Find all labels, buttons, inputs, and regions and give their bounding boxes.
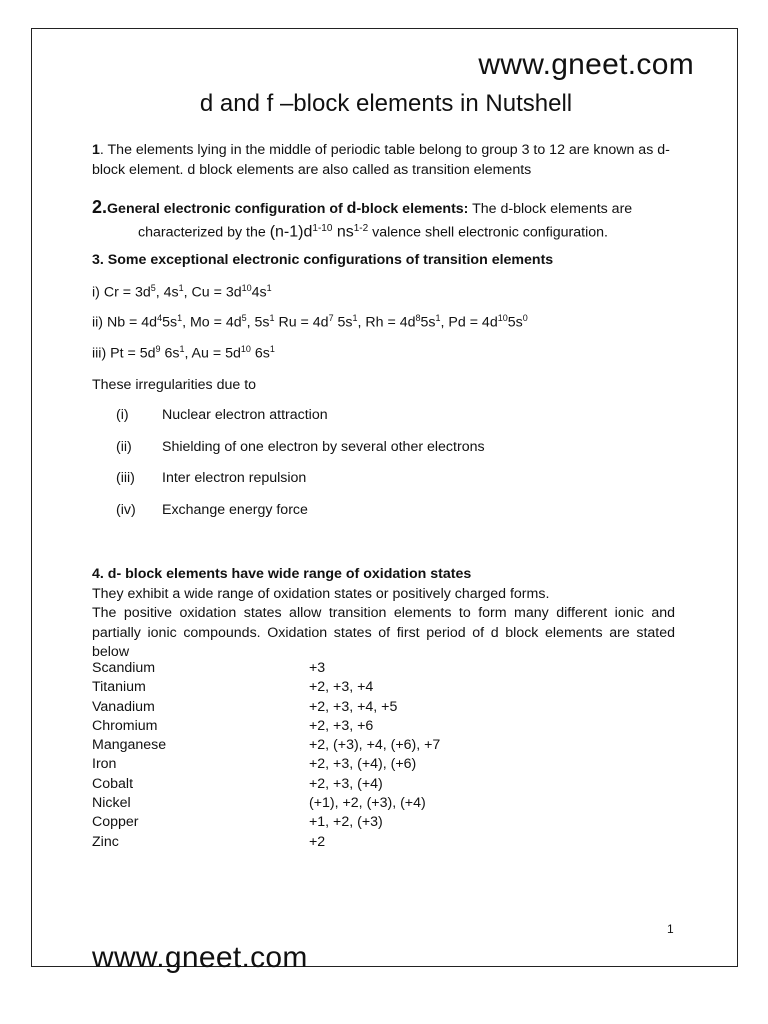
table-row <box>92 834 532 853</box>
point-2-text-a: The d-block elements are <box>468 201 633 217</box>
site-url-header[interactable]: www.gneet.com <box>478 48 694 81</box>
section-4 <box>92 565 675 663</box>
cfg-sup: 1 <box>269 313 275 323</box>
point-2-heading-d: d <box>346 200 357 217</box>
table-row <box>92 756 532 775</box>
list-item-text: Exchange energy force <box>162 502 308 518</box>
point-2-heading-b: -block elements: <box>356 201 469 217</box>
cfg-text: , Rh = 4d <box>357 314 416 331</box>
cfg-text: , Pd = 4d <box>440 314 498 331</box>
element-name: Nickel <box>92 795 131 812</box>
cfg-text: 6s <box>160 345 180 362</box>
config-line-3 <box>92 344 275 362</box>
point-2-line-2 <box>92 219 677 243</box>
point-2-text-c: valence shell electronic configuration. <box>368 224 608 241</box>
cfg-sup: 1 <box>435 313 441 323</box>
cfg-text: 5s <box>507 314 523 331</box>
list-item-number: (i) <box>116 407 129 423</box>
cfg-sup: 7 <box>328 313 334 323</box>
cfg-sup: 0 <box>522 313 528 323</box>
cfg-sup: 5 <box>241 313 247 323</box>
table-row <box>92 795 532 814</box>
config-line-2 <box>92 313 528 331</box>
oxidation-states: +2, +3, +4 <box>309 679 374 696</box>
cfg-text: , 5s <box>246 314 270 331</box>
oxidation-states-table <box>92 660 532 853</box>
cfg-text: , Au = 5d <box>184 345 241 362</box>
cfg-text: , 4s <box>155 284 179 301</box>
cfg-text: ii) Nb = 4d <box>92 314 158 331</box>
oxidation-states: +2, (+3), +4, (+6), +7 <box>309 737 441 754</box>
cfg-text: i) Cr = 3d <box>92 284 151 301</box>
list-item-number: (iii) <box>116 470 135 486</box>
irregularities-intro: These irregularities due to <box>92 377 257 393</box>
element-name: Zinc <box>92 833 119 850</box>
cfg-sup: 1 <box>352 313 358 323</box>
cfg-sup: 1 <box>177 313 183 323</box>
list-item-text: Nuclear electron attraction <box>162 407 328 423</box>
cfg-sup: 10 <box>241 283 252 293</box>
element-name: Iron <box>92 756 117 773</box>
list-item-number: (iv) <box>116 502 136 518</box>
list-item-text: Shielding of one electron by several other electrons <box>162 439 485 455</box>
cfg-sup: 9 <box>155 344 161 354</box>
table-row <box>92 737 532 756</box>
point-1 <box>92 140 677 180</box>
page-number: 1 <box>667 922 674 936</box>
oxidation-states: +2, +3, (+4) <box>309 775 383 792</box>
table-row <box>92 699 532 718</box>
point-3-heading: 3. Some exceptional electronic configurations of transition elements <box>92 252 554 268</box>
table-row <box>92 660 532 679</box>
point-1-text: . The elements lying in the middle of periodic table belong to group 3 to 12 are known as d-block element. d block elements are also called as transition elements <box>92 142 670 178</box>
cfg-text: iii) Pt = 5d <box>92 345 156 362</box>
cfg-sup: 4 <box>157 313 163 323</box>
table-row <box>92 718 532 737</box>
cfg-sup: 5 <box>150 283 156 293</box>
cfg-sup: 10 <box>497 313 508 323</box>
table-row <box>92 776 532 795</box>
cfg-text: 5s <box>162 314 178 331</box>
oxidation-states: +2, +3, +6 <box>309 717 374 734</box>
oxidation-states: (+1), +2, (+3), (+4) <box>309 795 426 812</box>
config-line-1 <box>92 283 272 301</box>
section-4-heading: 4. d- block elements have wide range of oxidation states <box>92 566 472 582</box>
oxidation-states: +2 <box>309 833 326 850</box>
element-name: Manganese <box>92 737 167 754</box>
cfg-sup: 1 <box>266 283 272 293</box>
cfg-text: 4s <box>251 284 267 301</box>
section-4-paragraph: The positive oxidation states allow transition elements to form many different ionic and partially ionic compounds. Oxidation states of first period of d block elements are stated below <box>92 605 675 660</box>
oxidation-states: +1, +2, (+3) <box>309 814 383 831</box>
element-name: Vanadium <box>92 698 155 715</box>
cfg-sup: 1 <box>178 283 184 293</box>
oxidation-states: +3 <box>309 660 326 676</box>
oxidation-states: +2, +3, (+4), (+6) <box>309 756 417 773</box>
point-1-number: 1 <box>92 142 100 158</box>
element-name: Titanium <box>92 679 146 696</box>
element-name: Cobalt <box>92 775 134 792</box>
table-row <box>92 679 532 698</box>
formula-ns: ns <box>332 223 354 241</box>
cfg-sup: 10 <box>240 344 251 354</box>
cfg-sup: 8 <box>415 313 421 323</box>
cfg-text: , Mo = 4d <box>182 314 242 331</box>
formula-n: (n-1)d <box>269 223 313 241</box>
element-name: Copper <box>92 814 139 831</box>
site-url-footer[interactable]: www.gneet.com <box>92 941 308 974</box>
table-row <box>92 814 532 833</box>
cfg-text: Ru = 4d <box>274 314 329 331</box>
list-item-text: Inter electron repulsion <box>162 470 307 486</box>
page-title: d and f –block elements in Nutshell <box>199 90 573 117</box>
point-2 <box>92 197 677 243</box>
cfg-text: , Cu = 3d <box>183 284 242 301</box>
formula-sup-1: 1-10 <box>312 223 333 234</box>
section-4-line-1: They exhibit a wide range of oxidation states or positively charged forms. <box>92 585 550 602</box>
cfg-text: 6s <box>250 345 270 362</box>
element-name: Chromium <box>92 717 158 734</box>
point-2-text-b: characterized by the <box>138 224 270 241</box>
list-item-number: (ii) <box>116 439 132 455</box>
cfg-text: 5s <box>420 314 436 331</box>
formula-sup-2: 1-2 <box>353 223 369 234</box>
cfg-text: 5s <box>333 314 353 331</box>
cfg-sup: 1 <box>269 344 275 354</box>
oxidation-states: +2, +3, +4, +5 <box>309 698 398 715</box>
point-2-heading-a: General electronic configuration of <box>107 201 347 217</box>
element-name: Scandium <box>92 660 156 676</box>
point-2-number: 2. <box>92 197 108 217</box>
cfg-sup: 1 <box>179 344 185 354</box>
